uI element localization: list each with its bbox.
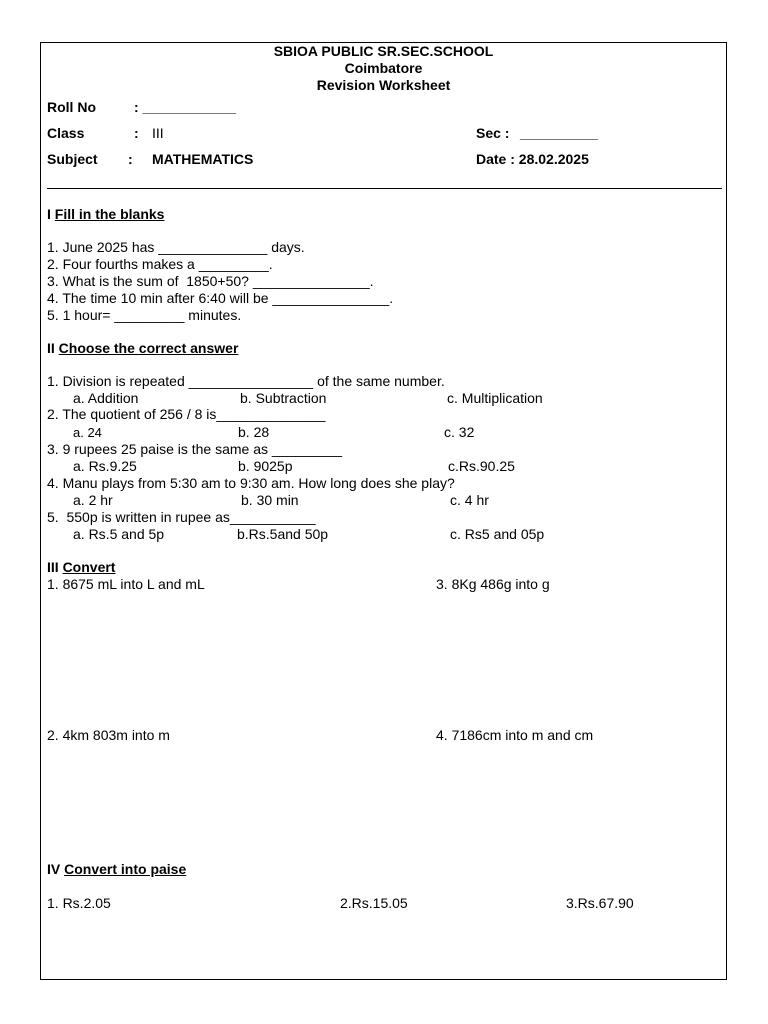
mcq-q4: 4. Manu plays from 5:30 am to 9:30 am. How long does she play? bbox=[47, 475, 455, 491]
header-divider bbox=[47, 188, 722, 189]
convert-q4: 4. 7186cm into m and cm bbox=[436, 727, 594, 743]
mcq-q3-option-c: c.Rs.90.25 bbox=[448, 458, 515, 474]
sec-label: Sec : bbox=[476, 125, 510, 141]
section-3-numeral: III bbox=[47, 559, 59, 575]
section-4-numeral: IV bbox=[47, 861, 61, 877]
convert-q1: 1. 8675 mL into L and mL bbox=[47, 576, 205, 592]
worksheet-title: Revision Worksheet bbox=[316, 77, 451, 93]
fill-q3: 3. What is the sum of 1850+50? _______________. bbox=[47, 273, 374, 289]
sec-value: __________ bbox=[520, 125, 598, 141]
paise-q2: 2.Rs.15.05 bbox=[340, 895, 408, 911]
section-2-numeral: II bbox=[47, 340, 55, 356]
mcq-q2-option-b: b. 28 bbox=[238, 424, 270, 440]
mcq-q1-option-b: b. Subtraction bbox=[240, 390, 327, 406]
mcq-q5-option-a: a. Rs.5 and 5p bbox=[73, 526, 165, 542]
section-4-heading bbox=[47, 861, 186, 878]
mcq-q2-option-a: a. 24 bbox=[73, 425, 102, 440]
fill-q1: 1. June 2025 has ______________ days. bbox=[47, 239, 305, 255]
section-1-title: Fill in the blanks bbox=[54, 206, 165, 222]
mcq-q5: 5. 550p is written in rupee as___________ bbox=[47, 509, 316, 525]
mcq-q4-option-a: a. 2 hr bbox=[73, 492, 113, 508]
class-colon: : bbox=[134, 125, 139, 141]
school-name: SBIOA PUBLIC SR.SEC.SCHOOL bbox=[273, 43, 494, 59]
section-4-title: Convert into paise bbox=[64, 861, 187, 877]
mcq-q4-option-c: c. 4 hr bbox=[450, 492, 489, 508]
mcq-q5-option-b: b.Rs.5and 50p bbox=[237, 526, 329, 542]
school-city: Coimbatore bbox=[344, 60, 423, 76]
mcq-q5-option-c: c. Rs5 and 05p bbox=[450, 526, 545, 542]
mcq-q1-option-c: c. Multiplication bbox=[447, 390, 543, 406]
paise-q3: 3.Rs.67.90 bbox=[566, 895, 634, 911]
subject-colon: : bbox=[128, 151, 133, 167]
fill-q5: 5. 1 hour= _________ minutes. bbox=[47, 307, 242, 323]
fill-q4: 4. The time 10 min after 6:40 will be _______________. bbox=[47, 290, 394, 306]
paise-q1: 1. Rs.2.05 bbox=[47, 895, 111, 911]
section-1-numeral: I bbox=[47, 206, 51, 222]
class-value: III bbox=[152, 125, 164, 141]
mcq-q1: 1. Division is repeated ________________ of the same number. bbox=[47, 373, 445, 389]
subject-label: Subject bbox=[47, 151, 98, 167]
fill-q2: 2. Four fourths makes a _________. bbox=[47, 256, 273, 272]
mcq-q1-option-a: a. Addition bbox=[73, 390, 139, 406]
convert-q2: 2. 4km 803m into m bbox=[47, 727, 170, 743]
mcq-q2: 2. The quotient of 256 / 8 is______________ bbox=[47, 406, 326, 422]
section-1-heading bbox=[47, 206, 164, 223]
convert-q3: 3. 8Kg 486g into g bbox=[436, 576, 550, 592]
roll-label: Roll No bbox=[47, 99, 96, 115]
subject-value: MATHEMATICS bbox=[152, 151, 254, 167]
mcq-q2-option-c: c. 32 bbox=[444, 424, 475, 440]
section-3-heading bbox=[47, 559, 115, 576]
section-2-title: Choose the correct answer bbox=[58, 340, 239, 356]
mcq-q3: 3. 9 rupees 25 paise is the same as _________ bbox=[47, 441, 342, 457]
date-label: Date : 28.02.2025 bbox=[476, 151, 589, 167]
class-label: Class bbox=[47, 125, 85, 141]
mcq-q3-option-b: b. 9025p bbox=[238, 458, 293, 474]
roll-value: : ____________ bbox=[134, 99, 236, 115]
mcq-q3-option-a: a. Rs.9.25 bbox=[73, 458, 137, 474]
section-2-heading bbox=[47, 340, 238, 357]
mcq-q4-option-b: b. 30 min bbox=[241, 492, 299, 508]
section-3-title: Convert bbox=[62, 559, 116, 575]
